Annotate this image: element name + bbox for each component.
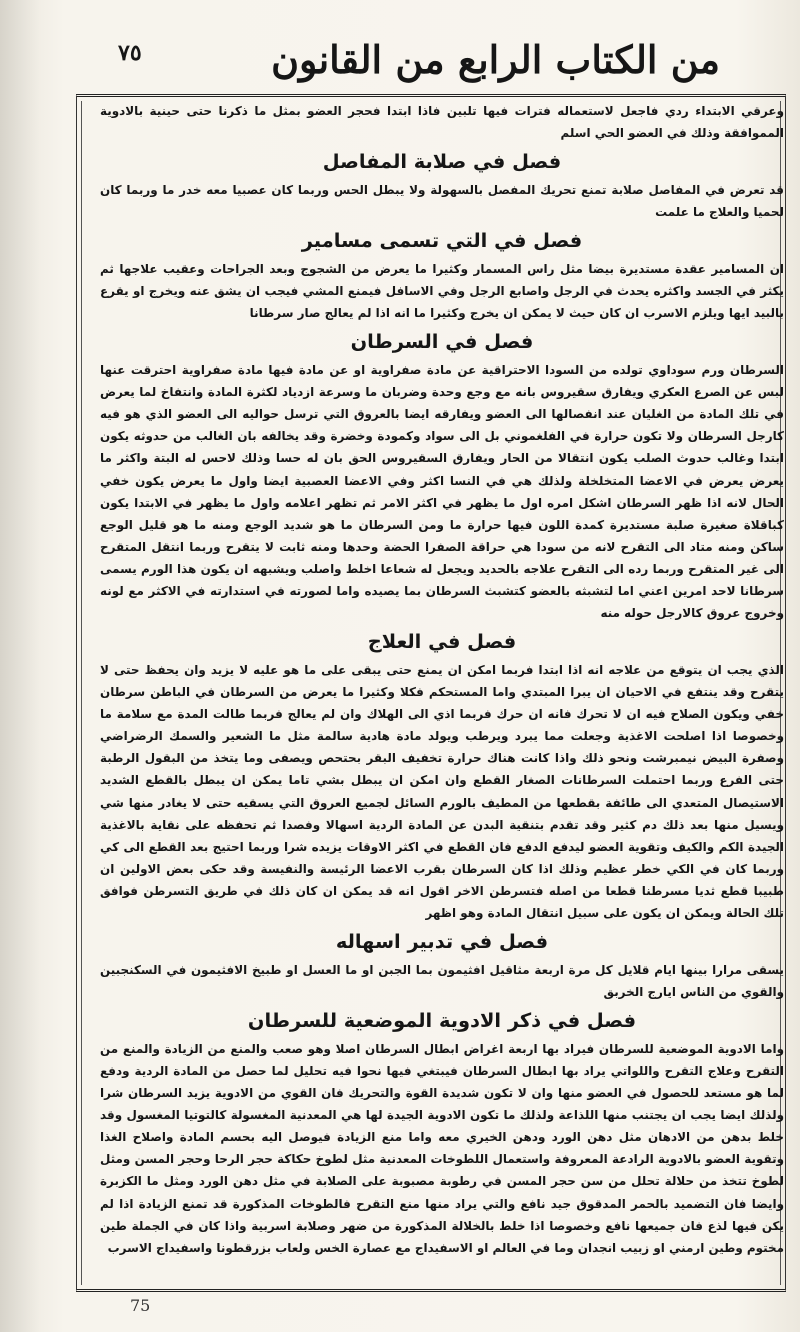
section-heading-treatment: فصل في العلاج [367,630,517,654]
paragraph-opening: وعرقي الابتداء ردي فاجعل لاستعماله فترات فيها تلبين فاذا ابتدا فحجر العضو بمثل ما ذكرنا حتى حينية بالادوية المموافقة وذلك في العضو الحي اسلم [100,104,784,141]
section-heading-joint-hardness: فصل في صلابة المفاصل [322,150,562,174]
paragraph-treatment: الذي يجب ان يتوقع من علاجه انه اذا ابتدا فربما امكن ان يمنع حتى يبقى على ما هو عليه لا يزيد وان يحفظ حتى لا يتقرح وقد ينتفع في الاحيان ان يبرا المبتدي واما المستحكم فكلا وكثيرا ما يعرض من السرطان في الباطن سرطان خفي ويكون الصلاح فيه ان لا تحرك فانه ان حرك فربما اذي الى الهلاك وان لم يعالج فربما طالت المدة مع سلامة ما وخصوصا اذا اصلحت الاغذية وجعلت مما يبرد ويرطب ويولد مادة هادية سالمة مثل ما الشعير والسمك الرضراضي وصفرة البيض نيمبرشت ونحو ذلك واذا كانت هناك حرارة تخفيف البقر بحتحص ويصفى وما يتخذ من البقول الرطبة حتى الفرع وربما احتملت السرطانات الصغار القطع وان امكن ان يبطل بشي تاما يمكن ان يبطل بالقطع الشديد الاستيصال المتعدي الى طائفة بقطعها من المطيف بالورم السائل لجميع العروق التي يسقيه حتى لا يغادر منها شي ويسيل منها بعد ذلك دم كثير وقد تقدم بتنقية البدن عن المادة الردية اسهالا وفصدا ثم تحفظه على نقاية بالاغذية الجيدة الكم والكيف وتقوية العضو ليدفع الدفع فان القطع في اكثر الاوقات يزيده شرا وربما احتيج بعد القطع الى كي وربما كان في الكي خطر عظيم وذلك اذا كان السرطان بقرب الاعضا الرئيسة والنفيسة وقد حكى بعض الاولين ان طبيبا قطع ثديا مسرطنا قطعا من اصله فتسرطن الاخر اقول انه قد يمكن ان كان ذلك في طريق التسرطن فوافق تلك الحالة ويمكن ان يكون على سبيل انتقال المادة وهو اظهر [100,662,784,920]
section-heading-purging: فصل في تدبير اسهاله [335,930,549,954]
section-heading-topical-remedies: فصل في ذكر الادوية الموضعية للسرطان [247,1009,637,1033]
paragraph-corns: ان المسامير عقدة مستديرة بيضا مثل راس المسمار وكثيرا ما يعرض من الشجوج وبعد الجراحات وعقيب علاجها ثم يكثر في الجسد واكثره يحدث في الرجل واصابع الرجل وفي الاسافل فيمنع المشي فيجب ان يشق عنه ويخرج او يقرع بالبيد ايها ويلزم الاسرب ان كان حيث لا يمكن ان يخرج وكثيرا ما انه اذا لم يعالج صار سرطانا [100,261,784,321]
paragraph-cancer: السرطان ورم سوداوي تولده من السودا الاحتراقية عن مادة صفراوية او عن مادة فيها مادة صفراوية احترقت عنها لبس عن الصرع العكري ويفارق سقيروس بانه مع وجع وحدة وضربان ما وسرعة ازدياد لكثرة المادة وانتفاخ لما يعرض في تلك المادة من الغليان عند انفصالها الى العضو ويفارقه ايضا بالعروق التي ترسل حواليه الى العضو الذي هو فيه كارجل السرطان ولا تكون حرارة في الفلغموني بل الى سواد وكمودة وخضرة وقد يخالفه بان الغالب من حدوثه يكون ابتدا وغالب حدوث الصلب يكون انتقالا من الحار ويفارق السقيروس الحق بان له حسا وذلك لاحس له البتة واكثر ما يعرض يعرض في الاعضا المتخلخلة ولذلك هي في النسا اكثر وفي الاعضا العصبية ايضا واول ما يعرض يكون خفي الحال لانه اذا ظهر السرطان اشكل امره اول ما يظهر في اكثر الامر ثم تظهر اعلامه واول ما يظهر في الابتدا يكون كباقلاة صغيرة صلبة مستديرة كمدة اللون فيها حرارة ما ومن السرطان ما هو شديد الوجع ومنه ما هو قليل الوجع ساكن ومنه متاد الى التقرح لانه من سودا هي حراقة الصفرا الحضة وحدها ومنه ثابت لا يتقرح وربما انتقل المتقرح الى غير المتقرح وربما رده الى التقرح علاجه بالحديد ويجعل له شعاعا اخلط واصلب ويشبهه ان يكون هذا الورم يسمى سرطانا لاحد امرين اعني اما لتشبثه بالعضو كتشبث السرطان بما يصيده واما لصورته في استدارته في الاكثر مع لونه وخروج عروق كالارجل حوله منه [100,363,784,621]
running-title: من الكتاب الرابع من القانون [271,37,720,82]
binding-shadow [0,0,40,1332]
folio-number: ٧٥ [118,40,142,66]
paragraph-joint-hardness: قد تعرض في المفاصل صلابة تمنع تحريك المفصل بالسهولة ولا يبطل الحس وربما كان عصبيا معه خدر ما وربما كان لحميا والعلاج ما علمت [100,182,784,220]
page-number: 75 [130,1296,151,1315]
section-heading-corns: فصل في التي تسمى مسامير [301,229,583,253]
text-body [100,100,784,1259]
page-header [60,30,760,92]
section-heading-cancer: فصل في السرطان [350,330,534,354]
paragraph-purging: يسقى مرارا بينها ايام قلايل كل مرة اربعة مثاقيل افثيمون بما الجبن او ما العسل او طبيخ الافثيمون في السكنجبين والقوي من الناس ايارج الخربق [100,962,784,999]
paragraph-topical-remedies: واما الادوية الموضعية للسرطان فيراد بها اربعة اغراض ابطال السرطان اصلا وهو صعب والمنع من الزيادة والمنع من التقرح وعلاج التقرح واللواتي يراد بها ابطال السرطان فيبتغي فيها نحوا فيه تحليل لما حصل من المادة الردية ودفع لما هو مستعد للحصول في العضو منها وان لا تكون شديدة القوة والتحريك فان القوي من الادوية يزيد السرطان شرا ولذلك ايضا يجب ان يجتنب منها اللذاعة ولذلك ما تكون الادوية الجيدة لها هي المعدنية المغسولة كالتوتيا المغسول وقد خلط بدهن من الادهان مثل دهن الورد ودهن الخيري معه واما منع الزيادة فيوصل اليه بحسم المادة واصلاح الغذا وتقوية العضو بالادوية الرادعة المعروفة واستعمال اللطوخات المعدنية مثل لطوخ حكاكة حجر الرحا وحجر المسن ومثل لطوخ تتخذ من حلالة تحلل من سن حجر المسن في رطوبة مصبوبة على الصلابة في مثل دهن الورد ومثل ما الكزبرة وايضا فان التضميد بالحمر المدقوق جيد نافع والتي يراد منها منع التقرح فالطوخات المذكورة قد تمنع الزيادة اذا لم يكن فيها لذع فان جميعها نافع وخصوصا اذا خلط بالخلالة المذكورة من ضهر وصلابة اسربية واذا كان في الجملة طين مختوم وطين ارمني او زبيب انجدان وما في العالم او الاسفيداج مع عصارة الخس ولعاب بزرقطونا واسفيداج الاسرب [100,1041,784,1255]
